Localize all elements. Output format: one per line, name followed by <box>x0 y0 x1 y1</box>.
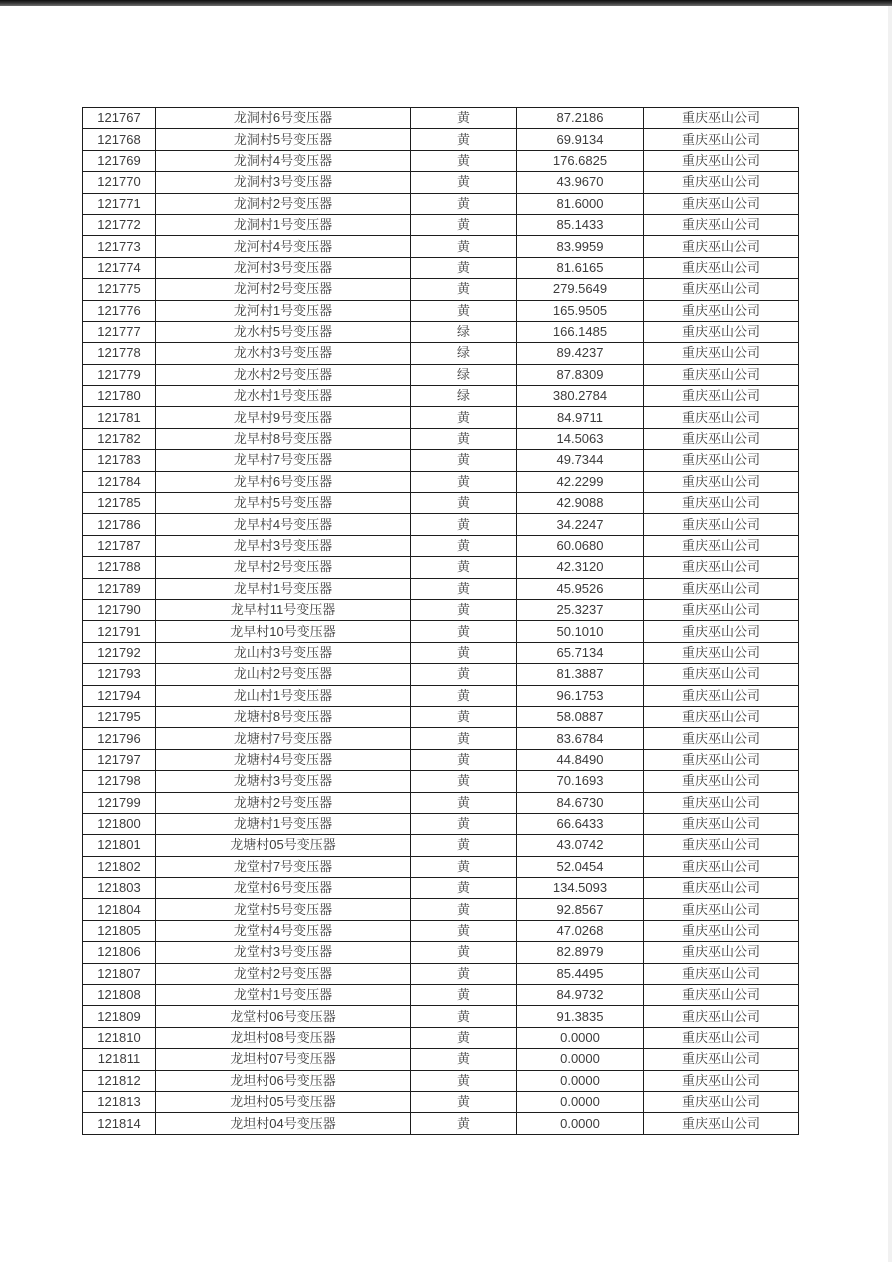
cell-name: 龙堂村7号变压器 <box>156 856 411 877</box>
cell-status: 黄 <box>411 514 517 535</box>
cell-status: 黄 <box>411 599 517 620</box>
cell-company: 重庆巫山公司 <box>644 407 799 428</box>
cell-id: 121785 <box>83 493 156 514</box>
cell-status: 黄 <box>411 493 517 514</box>
cell-id: 121809 <box>83 1006 156 1027</box>
cell-name: 龙塘村8号变压器 <box>156 706 411 727</box>
cell-company: 重庆巫山公司 <box>644 942 799 963</box>
cell-status: 黄 <box>411 150 517 171</box>
page-right-edge <box>888 6 892 1262</box>
table-row <box>83 685 799 706</box>
cell-id: 121777 <box>83 321 156 342</box>
cell-name: 龙洞村2号变压器 <box>156 193 411 214</box>
cell-status: 黄 <box>411 792 517 813</box>
cell-value: 65.7134 <box>517 642 644 663</box>
cell-name: 龙塘村05号变压器 <box>156 835 411 856</box>
cell-value: 42.9088 <box>517 493 644 514</box>
cell-value: 43.9670 <box>517 172 644 193</box>
table-row <box>83 899 799 920</box>
cell-name: 龙坦村08号变压器 <box>156 1027 411 1048</box>
table-row <box>83 920 799 941</box>
cell-value: 66.6433 <box>517 813 644 834</box>
cell-status: 黄 <box>411 428 517 449</box>
cell-value: 70.1693 <box>517 771 644 792</box>
cell-status: 黄 <box>411 450 517 471</box>
cell-company: 重庆巫山公司 <box>644 1113 799 1134</box>
cell-status: 黄 <box>411 1091 517 1112</box>
cell-company: 重庆巫山公司 <box>644 1006 799 1027</box>
cell-status: 黄 <box>411 878 517 899</box>
cell-name: 龙塘村2号变压器 <box>156 792 411 813</box>
cell-company: 重庆巫山公司 <box>644 1049 799 1070</box>
cell-id: 121800 <box>83 813 156 834</box>
cell-name: 龙洞村5号变压器 <box>156 129 411 150</box>
cell-company: 重庆巫山公司 <box>644 771 799 792</box>
cell-id: 121772 <box>83 214 156 235</box>
cell-value: 96.1753 <box>517 685 644 706</box>
table-row <box>83 963 799 984</box>
table-row <box>83 172 799 193</box>
cell-name: 龙堂村6号变压器 <box>156 878 411 899</box>
cell-status: 黄 <box>411 706 517 727</box>
cell-name: 龙早村9号变压器 <box>156 407 411 428</box>
cell-status: 黄 <box>411 942 517 963</box>
cell-value: 0.0000 <box>517 1070 644 1091</box>
table-row <box>83 1049 799 1070</box>
cell-status: 绿 <box>411 386 517 407</box>
cell-status: 黄 <box>411 664 517 685</box>
cell-company: 重庆巫山公司 <box>644 321 799 342</box>
cell-id: 121795 <box>83 706 156 727</box>
cell-name: 龙洞村4号变压器 <box>156 150 411 171</box>
cell-value: 81.3887 <box>517 664 644 685</box>
cell-id: 121793 <box>83 664 156 685</box>
cell-company: 重庆巫山公司 <box>644 621 799 642</box>
cell-id: 121774 <box>83 257 156 278</box>
cell-name: 龙堂村4号变压器 <box>156 920 411 941</box>
cell-id: 121767 <box>83 108 156 129</box>
cell-status: 黄 <box>411 985 517 1006</box>
cell-name: 龙坦村06号变压器 <box>156 1070 411 1091</box>
cell-id: 121783 <box>83 450 156 471</box>
cell-status: 黄 <box>411 1027 517 1048</box>
table-row <box>83 771 799 792</box>
table-row <box>83 450 799 471</box>
cell-value: 52.0454 <box>517 856 644 877</box>
cell-value: 58.0887 <box>517 706 644 727</box>
table-row <box>83 257 799 278</box>
cell-status: 黄 <box>411 193 517 214</box>
cell-status: 黄 <box>411 129 517 150</box>
table-row <box>83 1006 799 1027</box>
table-row <box>83 108 799 129</box>
cell-id: 121790 <box>83 599 156 620</box>
table-row <box>83 150 799 171</box>
cell-status: 黄 <box>411 920 517 941</box>
table-row <box>83 642 799 663</box>
cell-id: 121803 <box>83 878 156 899</box>
cell-name: 龙坦村05号变压器 <box>156 1091 411 1112</box>
cell-status: 黄 <box>411 749 517 770</box>
table-row <box>83 535 799 556</box>
cell-name: 龙堂村06号变压器 <box>156 1006 411 1027</box>
cell-name: 龙洞村6号变压器 <box>156 108 411 129</box>
cell-status: 黄 <box>411 963 517 984</box>
table-row <box>83 386 799 407</box>
cell-name: 龙山村3号变压器 <box>156 642 411 663</box>
cell-status: 黄 <box>411 771 517 792</box>
cell-company: 重庆巫山公司 <box>644 813 799 834</box>
table-row <box>83 621 799 642</box>
table-row <box>83 493 799 514</box>
cell-company: 重庆巫山公司 <box>644 899 799 920</box>
cell-status: 黄 <box>411 279 517 300</box>
cell-name: 龙堂村2号变压器 <box>156 963 411 984</box>
table-row <box>83 428 799 449</box>
table-row <box>83 300 799 321</box>
table-row <box>83 1113 799 1134</box>
cell-id: 121811 <box>83 1049 156 1070</box>
cell-id: 121787 <box>83 535 156 556</box>
cell-status: 黄 <box>411 835 517 856</box>
cell-status: 黄 <box>411 728 517 749</box>
cell-id: 121805 <box>83 920 156 941</box>
cell-id: 121781 <box>83 407 156 428</box>
cell-value: 84.6730 <box>517 792 644 813</box>
cell-name: 龙早村4号变压器 <box>156 514 411 535</box>
cell-name: 龙河村4号变压器 <box>156 236 411 257</box>
cell-company: 重庆巫山公司 <box>644 300 799 321</box>
cell-company: 重庆巫山公司 <box>644 878 799 899</box>
cell-value: 87.8309 <box>517 364 644 385</box>
cell-value: 87.2186 <box>517 108 644 129</box>
cell-company: 重庆巫山公司 <box>644 685 799 706</box>
cell-value: 165.9505 <box>517 300 644 321</box>
cell-id: 121788 <box>83 557 156 578</box>
cell-status: 黄 <box>411 1006 517 1027</box>
cell-company: 重庆巫山公司 <box>644 343 799 364</box>
cell-company: 重庆巫山公司 <box>644 428 799 449</box>
cell-value: 42.2299 <box>517 471 644 492</box>
cell-status: 黄 <box>411 108 517 129</box>
cell-value: 60.0680 <box>517 535 644 556</box>
table-row <box>83 578 799 599</box>
cell-status: 黄 <box>411 214 517 235</box>
cell-status: 黄 <box>411 535 517 556</box>
cell-value: 92.8567 <box>517 899 644 920</box>
cell-value: 81.6000 <box>517 193 644 214</box>
cell-id: 121768 <box>83 129 156 150</box>
cell-id: 121810 <box>83 1027 156 1048</box>
cell-status: 黄 <box>411 1070 517 1091</box>
cell-value: 85.1433 <box>517 214 644 235</box>
cell-company: 重庆巫山公司 <box>644 236 799 257</box>
cell-company: 重庆巫山公司 <box>644 557 799 578</box>
cell-value: 91.3835 <box>517 1006 644 1027</box>
cell-name: 龙塘村7号变压器 <box>156 728 411 749</box>
cell-company: 重庆巫山公司 <box>644 835 799 856</box>
table-row <box>83 749 799 770</box>
cell-status: 黄 <box>411 899 517 920</box>
cell-id: 121773 <box>83 236 156 257</box>
page-top-edge <box>0 0 892 6</box>
cell-status: 黄 <box>411 685 517 706</box>
cell-id: 121792 <box>83 642 156 663</box>
cell-value: 89.4237 <box>517 343 644 364</box>
cell-value: 0.0000 <box>517 1027 644 1048</box>
cell-id: 121813 <box>83 1091 156 1112</box>
cell-status: 黄 <box>411 578 517 599</box>
cell-status: 黄 <box>411 236 517 257</box>
cell-value: 279.5649 <box>517 279 644 300</box>
cell-company: 重庆巫山公司 <box>644 364 799 385</box>
cell-id: 121784 <box>83 471 156 492</box>
cell-company: 重庆巫山公司 <box>644 257 799 278</box>
cell-value: 84.9711 <box>517 407 644 428</box>
cell-company: 重庆巫山公司 <box>644 1070 799 1091</box>
cell-id: 121789 <box>83 578 156 599</box>
cell-id: 121802 <box>83 856 156 877</box>
cell-value: 0.0000 <box>517 1049 644 1070</box>
cell-id: 121769 <box>83 150 156 171</box>
cell-id: 121771 <box>83 193 156 214</box>
cell-company: 重庆巫山公司 <box>644 108 799 129</box>
cell-company: 重庆巫山公司 <box>644 150 799 171</box>
cell-company: 重庆巫山公司 <box>644 1027 799 1048</box>
cell-name: 龙早村6号变压器 <box>156 471 411 492</box>
table-row <box>83 193 799 214</box>
cell-status: 黄 <box>411 172 517 193</box>
cell-company: 重庆巫山公司 <box>644 856 799 877</box>
cell-status: 绿 <box>411 343 517 364</box>
cell-value: 83.6784 <box>517 728 644 749</box>
cell-id: 121799 <box>83 792 156 813</box>
cell-id: 121780 <box>83 386 156 407</box>
cell-status: 黄 <box>411 642 517 663</box>
cell-name: 龙坦村07号变压器 <box>156 1049 411 1070</box>
cell-company: 重庆巫山公司 <box>644 578 799 599</box>
cell-status: 黄 <box>411 1049 517 1070</box>
cell-company: 重庆巫山公司 <box>644 963 799 984</box>
table-row <box>83 471 799 492</box>
cell-id: 121786 <box>83 514 156 535</box>
cell-company: 重庆巫山公司 <box>644 129 799 150</box>
cell-name: 龙水村5号变压器 <box>156 321 411 342</box>
transformer-table <box>82 107 799 1135</box>
cell-status: 黄 <box>411 621 517 642</box>
cell-company: 重庆巫山公司 <box>644 535 799 556</box>
cell-value: 43.0742 <box>517 835 644 856</box>
cell-status: 黄 <box>411 300 517 321</box>
table-row <box>83 706 799 727</box>
cell-company: 重庆巫山公司 <box>644 664 799 685</box>
cell-value: 0.0000 <box>517 1091 644 1112</box>
cell-status: 黄 <box>411 813 517 834</box>
cell-id: 121775 <box>83 279 156 300</box>
table-row <box>83 985 799 1006</box>
cell-id: 121814 <box>83 1113 156 1134</box>
cell-id: 121801 <box>83 835 156 856</box>
table-row <box>83 321 799 342</box>
cell-id: 121807 <box>83 963 156 984</box>
cell-id: 121794 <box>83 685 156 706</box>
cell-company: 重庆巫山公司 <box>644 642 799 663</box>
cell-id: 121791 <box>83 621 156 642</box>
cell-name: 龙河村2号变压器 <box>156 279 411 300</box>
table-body <box>83 108 799 1135</box>
cell-company: 重庆巫山公司 <box>644 1091 799 1112</box>
table-row <box>83 664 799 685</box>
cell-value: 34.2247 <box>517 514 644 535</box>
cell-company: 重庆巫山公司 <box>644 749 799 770</box>
cell-value: 84.9732 <box>517 985 644 1006</box>
cell-id: 121812 <box>83 1070 156 1091</box>
cell-status: 绿 <box>411 321 517 342</box>
cell-status: 黄 <box>411 407 517 428</box>
cell-name: 龙早村8号变压器 <box>156 428 411 449</box>
cell-company: 重庆巫山公司 <box>644 450 799 471</box>
cell-id: 121776 <box>83 300 156 321</box>
cell-company: 重庆巫山公司 <box>644 706 799 727</box>
cell-value: 85.4495 <box>517 963 644 984</box>
cell-name: 龙堂村3号变压器 <box>156 942 411 963</box>
cell-id: 121796 <box>83 728 156 749</box>
cell-id: 121778 <box>83 343 156 364</box>
cell-company: 重庆巫山公司 <box>644 599 799 620</box>
cell-value: 176.6825 <box>517 150 644 171</box>
table-row <box>83 364 799 385</box>
cell-id: 121806 <box>83 942 156 963</box>
cell-name: 龙早村11号变压器 <box>156 599 411 620</box>
table-row <box>83 813 799 834</box>
cell-company: 重庆巫山公司 <box>644 920 799 941</box>
table-row <box>83 1070 799 1091</box>
cell-name: 龙水村3号变压器 <box>156 343 411 364</box>
cell-company: 重庆巫山公司 <box>644 792 799 813</box>
cell-value: 42.3120 <box>517 557 644 578</box>
cell-id: 121798 <box>83 771 156 792</box>
cell-value: 49.7344 <box>517 450 644 471</box>
cell-value: 81.6165 <box>517 257 644 278</box>
table-row <box>83 343 799 364</box>
cell-company: 重庆巫山公司 <box>644 514 799 535</box>
cell-name: 龙山村1号变压器 <box>156 685 411 706</box>
cell-id: 121808 <box>83 985 156 1006</box>
cell-company: 重庆巫山公司 <box>644 193 799 214</box>
cell-name: 龙山村2号变压器 <box>156 664 411 685</box>
cell-name: 龙早村10号变压器 <box>156 621 411 642</box>
table-row <box>83 236 799 257</box>
table-row <box>83 407 799 428</box>
cell-name: 龙水村2号变压器 <box>156 364 411 385</box>
cell-company: 重庆巫山公司 <box>644 386 799 407</box>
cell-id: 121779 <box>83 364 156 385</box>
cell-name: 龙水村1号变压器 <box>156 386 411 407</box>
table-row <box>83 599 799 620</box>
cell-id: 121770 <box>83 172 156 193</box>
cell-name: 龙堂村1号变压器 <box>156 985 411 1006</box>
table-row <box>83 129 799 150</box>
table-row <box>83 728 799 749</box>
table-row <box>83 279 799 300</box>
table-row <box>83 835 799 856</box>
cell-name: 龙早村2号变压器 <box>156 557 411 578</box>
table-row <box>83 557 799 578</box>
cell-name: 龙洞村1号变压器 <box>156 214 411 235</box>
cell-company: 重庆巫山公司 <box>644 471 799 492</box>
cell-value: 45.9526 <box>517 578 644 599</box>
table-row <box>83 942 799 963</box>
cell-status: 黄 <box>411 856 517 877</box>
cell-name: 龙塘村3号变压器 <box>156 771 411 792</box>
cell-value: 14.5063 <box>517 428 644 449</box>
cell-status: 绿 <box>411 364 517 385</box>
cell-value: 69.9134 <box>517 129 644 150</box>
cell-company: 重庆巫山公司 <box>644 279 799 300</box>
cell-status: 黄 <box>411 1113 517 1134</box>
cell-status: 黄 <box>411 257 517 278</box>
cell-value: 166.1485 <box>517 321 644 342</box>
table-row <box>83 878 799 899</box>
cell-value: 134.5093 <box>517 878 644 899</box>
cell-id: 121804 <box>83 899 156 920</box>
cell-name: 龙河村3号变压器 <box>156 257 411 278</box>
cell-company: 重庆巫山公司 <box>644 493 799 514</box>
cell-name: 龙塘村4号变压器 <box>156 749 411 770</box>
cell-name: 龙早村1号变压器 <box>156 578 411 599</box>
cell-value: 380.2784 <box>517 386 644 407</box>
cell-value: 83.9959 <box>517 236 644 257</box>
cell-name: 龙早村7号变压器 <box>156 450 411 471</box>
cell-value: 0.0000 <box>517 1113 644 1134</box>
cell-name: 龙河村1号变压器 <box>156 300 411 321</box>
cell-status: 黄 <box>411 557 517 578</box>
table-row <box>83 514 799 535</box>
cell-company: 重庆巫山公司 <box>644 172 799 193</box>
cell-value: 47.0268 <box>517 920 644 941</box>
cell-company: 重庆巫山公司 <box>644 728 799 749</box>
cell-company: 重庆巫山公司 <box>644 214 799 235</box>
cell-name: 龙洞村3号变压器 <box>156 172 411 193</box>
cell-name: 龙早村3号变压器 <box>156 535 411 556</box>
cell-value: 44.8490 <box>517 749 644 770</box>
cell-status: 黄 <box>411 471 517 492</box>
cell-name: 龙坦村04号变压器 <box>156 1113 411 1134</box>
table-row <box>83 1091 799 1112</box>
cell-value: 82.8979 <box>517 942 644 963</box>
table-row <box>83 1027 799 1048</box>
cell-company: 重庆巫山公司 <box>644 985 799 1006</box>
cell-id: 121782 <box>83 428 156 449</box>
table-row <box>83 214 799 235</box>
cell-name: 龙塘村1号变压器 <box>156 813 411 834</box>
cell-id: 121797 <box>83 749 156 770</box>
cell-value: 50.1010 <box>517 621 644 642</box>
cell-value: 25.3237 <box>517 599 644 620</box>
cell-name: 龙早村5号变压器 <box>156 493 411 514</box>
table-row <box>83 856 799 877</box>
table-row <box>83 792 799 813</box>
cell-name: 龙堂村5号变压器 <box>156 899 411 920</box>
